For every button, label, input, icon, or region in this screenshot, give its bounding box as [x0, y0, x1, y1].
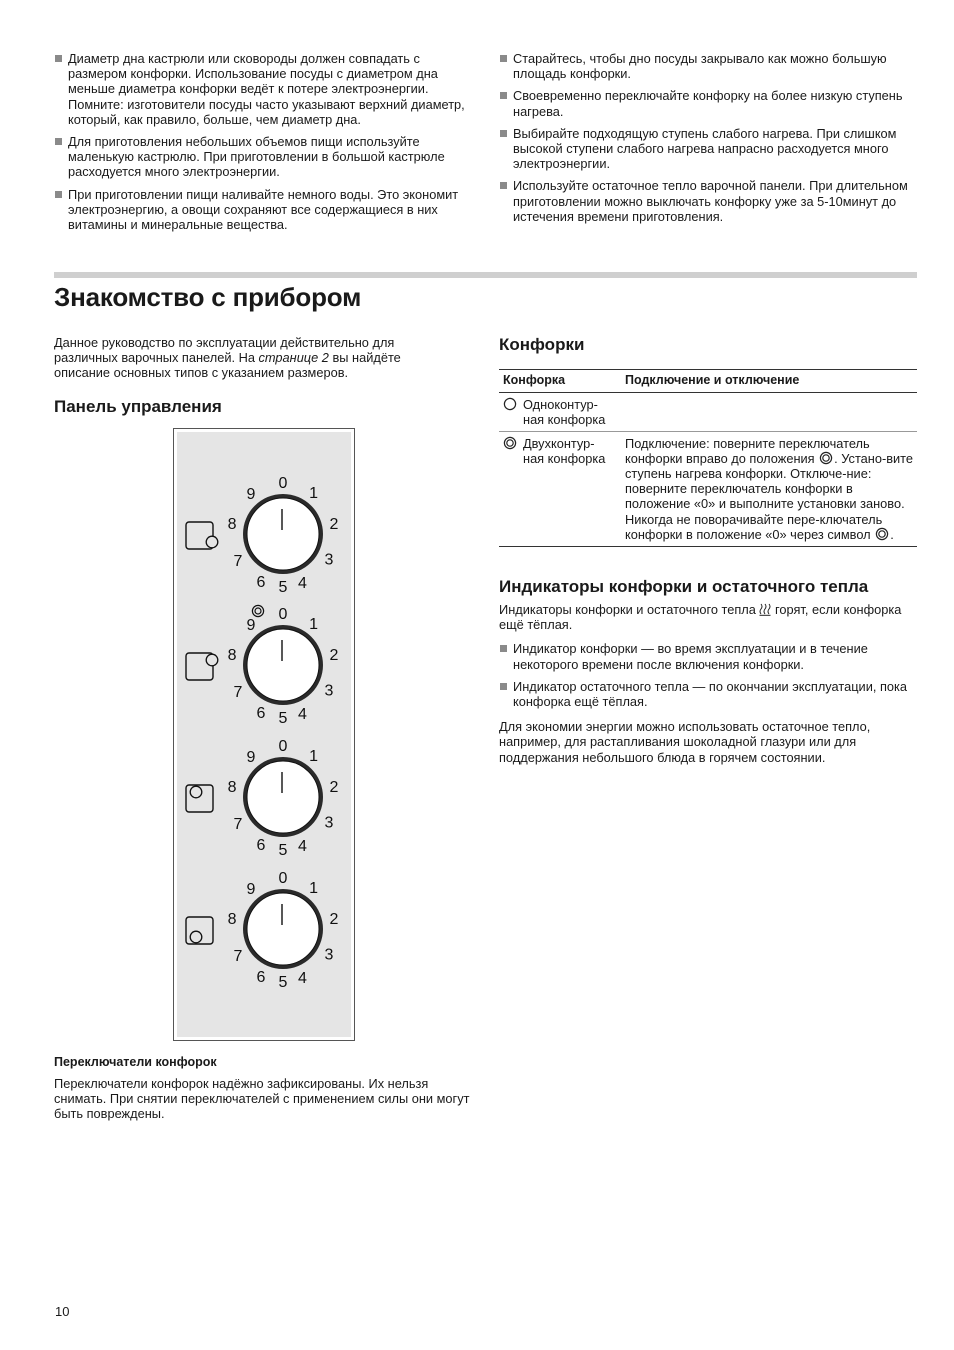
indicators-intro	[499, 602, 917, 632]
scale-label: 1	[309, 484, 319, 502]
knobs-heading: Переключатели конфорок	[54, 1055, 217, 1069]
scale-label: 9	[246, 486, 256, 503]
section-title: Знакомство с прибором	[54, 282, 362, 312]
scale-label: 6	[256, 574, 266, 592]
scale-label: 8	[227, 779, 237, 797]
dual-circuit-icon	[503, 436, 517, 450]
scale-label: 4	[298, 575, 307, 593]
table-cell	[621, 431, 917, 546]
top-right-bullet-list	[499, 51, 917, 224]
list-item: При приготовлении пищи наливайте немного воды. Это экономит электроэнергию, а овощи сохраняют все содержащиеся в них витамины и минеральные вещества.	[54, 187, 474, 233]
scale-label: 9	[246, 749, 256, 766]
scale-label: 4	[298, 706, 307, 724]
control-panel-heading: Панель управления	[54, 397, 222, 416]
intro-page-reference: странице 2	[258, 350, 329, 366]
scale-label: 5	[278, 710, 288, 727]
indicators-intro-a: Индикаторы конфорки и остаточного тепла	[499, 602, 760, 617]
intro-text-after: вы найдёте описание основных типов с указанием размеров.	[54, 350, 401, 381]
list-item: Диаметр дна кастрюли или сковороды должен совпадать с размером конфорки. Использование посуды с диаметром дна меньше диаметра конфорки ведёт к потере электроэнергии. Помните: изготовители посуды часто указывают верхний диаметр, который, как правило, больше, чем диаметр дна.	[54, 51, 474, 127]
top-right-column	[499, 51, 917, 231]
scale-label: 1	[309, 879, 319, 897]
knobs-text: Переключатели конфорок надёжно зафиксированы. Их нельзя снимать. При снятии переключателей с применением силы они могут быть повреждены.	[54, 1076, 470, 1122]
scale-label: 9	[246, 617, 256, 634]
scale-label: 4	[298, 838, 307, 856]
scale-label: 3	[324, 946, 334, 964]
table-cell	[499, 393, 621, 431]
column-header-switch: Подключение и отключение	[621, 370, 917, 393]
table-cell	[499, 431, 621, 546]
dual-circuit-icon	[255, 608, 261, 614]
indicators-bullet-list	[499, 641, 917, 709]
table-header-row	[499, 370, 917, 393]
scale-label: 7	[233, 684, 243, 701]
burner-location-marker	[190, 786, 202, 798]
knob-face	[247, 498, 319, 570]
scale-label: 3	[324, 814, 334, 832]
list-item: Выбирайте подходящую ступень слабого нагрева. При слишком высокой ступени слабого нагрева напрасно расходуется много электроэнергии.	[499, 126, 917, 172]
scale-label: 9	[246, 881, 256, 898]
burners-heading: Конфорки	[499, 335, 585, 354]
column-header-burner: Конфорка	[499, 370, 621, 393]
scale-label: 5	[278, 974, 288, 991]
indicators-outro: Для экономии энергии можно использовать остаточное тепло, например, для растапливания шоколадной глазури или для поддержания небольшого блюда в горячем состоянии.	[499, 719, 871, 765]
dual-circuit-icon	[252, 605, 263, 616]
scale-label: 1	[309, 747, 319, 765]
knob-face	[247, 629, 319, 701]
scale-label: 4	[298, 970, 307, 988]
list-item: Своевременно переключайте конфорку на более низкую ступень нагрева.	[499, 88, 917, 118]
residual-heat-icon	[759, 602, 771, 616]
indicators-intro-b: горят, если конфорка ещё тёплая.	[499, 602, 902, 633]
indicators-section	[499, 602, 917, 765]
burner-name: Двухконтур- ная конфорка	[523, 435, 606, 466]
knob-face	[247, 893, 319, 965]
page-number: 10	[55, 1304, 70, 1319]
scale-label: 8	[227, 516, 237, 534]
scale-label: 6	[256, 969, 266, 987]
list-item: Старайтесь, чтобы дно посуды закрывало как можно большую площадь конфорки.	[499, 51, 917, 81]
dual-circuit-icon	[819, 451, 833, 465]
scale-label: 8	[227, 911, 237, 929]
intro-paragraph	[54, 335, 454, 381]
burner-location-marker	[206, 654, 218, 666]
scale-label: 3	[324, 551, 334, 569]
list-item: Используйте остаточное тепло варочной панели. При длительном приготовлении можно выключать конфорку уже за 5-10минут до истечения времени приготовления.	[499, 178, 917, 224]
intro-text-before: Данное руководство по эксплуатации действительно для различных варочных панелей. На	[54, 335, 395, 366]
scale-label: 5	[278, 842, 288, 859]
indicators-heading: Индикаторы конфорки и остаточного тепла	[499, 577, 869, 596]
scale-label: 8	[227, 647, 237, 665]
control-panel-illustration	[173, 428, 355, 1041]
top-left-bullet-list	[54, 51, 474, 232]
burner-name: Одноконтур- ная конфорка	[523, 397, 606, 428]
knob-face	[247, 761, 319, 833]
burners-table	[499, 369, 917, 547]
burner-location-marker	[190, 931, 202, 943]
section-divider	[54, 272, 917, 278]
top-left-column	[54, 51, 474, 239]
control-panel-drawing	[174, 429, 354, 1040]
switch-instructions-a: Подключение: поверните переключатель конфорки вправо до положения	[625, 435, 870, 466]
table-row	[499, 393, 917, 431]
scale-label: 6	[256, 705, 266, 723]
scale-label: 0	[278, 870, 288, 887]
list-item: Индикатор остаточного тепла — по окончании эксплуатации, пока конфорка ещё тёплая.	[499, 679, 917, 709]
scale-label: 5	[278, 579, 288, 596]
table-cell	[621, 393, 917, 431]
scale-label: 1	[309, 615, 319, 633]
list-item: Для приготовления небольших объемов пищи используйте маленькую кастрюлю. При приготовлении в большой кастрюле расходуется много электроэнергии.	[54, 134, 474, 180]
list-item: Индикатор конфорки — во время эксплуатации и в течение некоторого времени после включения конфорки.	[499, 641, 917, 671]
scale-label: 6	[256, 837, 266, 855]
scale-label: 0	[278, 606, 288, 623]
scale-label: 7	[233, 553, 243, 570]
switch-instructions-c: .	[890, 526, 894, 542]
burners-table-wrap	[499, 369, 917, 547]
scale-label: 7	[233, 948, 243, 965]
scale-label: 2	[329, 911, 339, 929]
scale-label: 7	[233, 816, 243, 833]
single-circuit-icon	[503, 397, 517, 411]
scale-label: 2	[329, 779, 339, 797]
scale-label: 2	[329, 516, 339, 534]
scale-label: 2	[329, 647, 339, 665]
scale-label: 3	[324, 682, 334, 700]
burner-location-marker	[206, 536, 218, 548]
scale-label: 0	[278, 475, 288, 492]
table-row	[499, 431, 917, 546]
switch-instructions-b: . Устано-вите ступень нагрева конфорки. Отключе-ние: поверните переключатель конфорки в положение «0» и выполните установки заново. Никогда не поворачивайте пере-ключатель конфорки в положение «0» через символ	[625, 450, 913, 542]
scale-label: 0	[278, 738, 288, 755]
dual-circuit-icon	[875, 527, 889, 541]
